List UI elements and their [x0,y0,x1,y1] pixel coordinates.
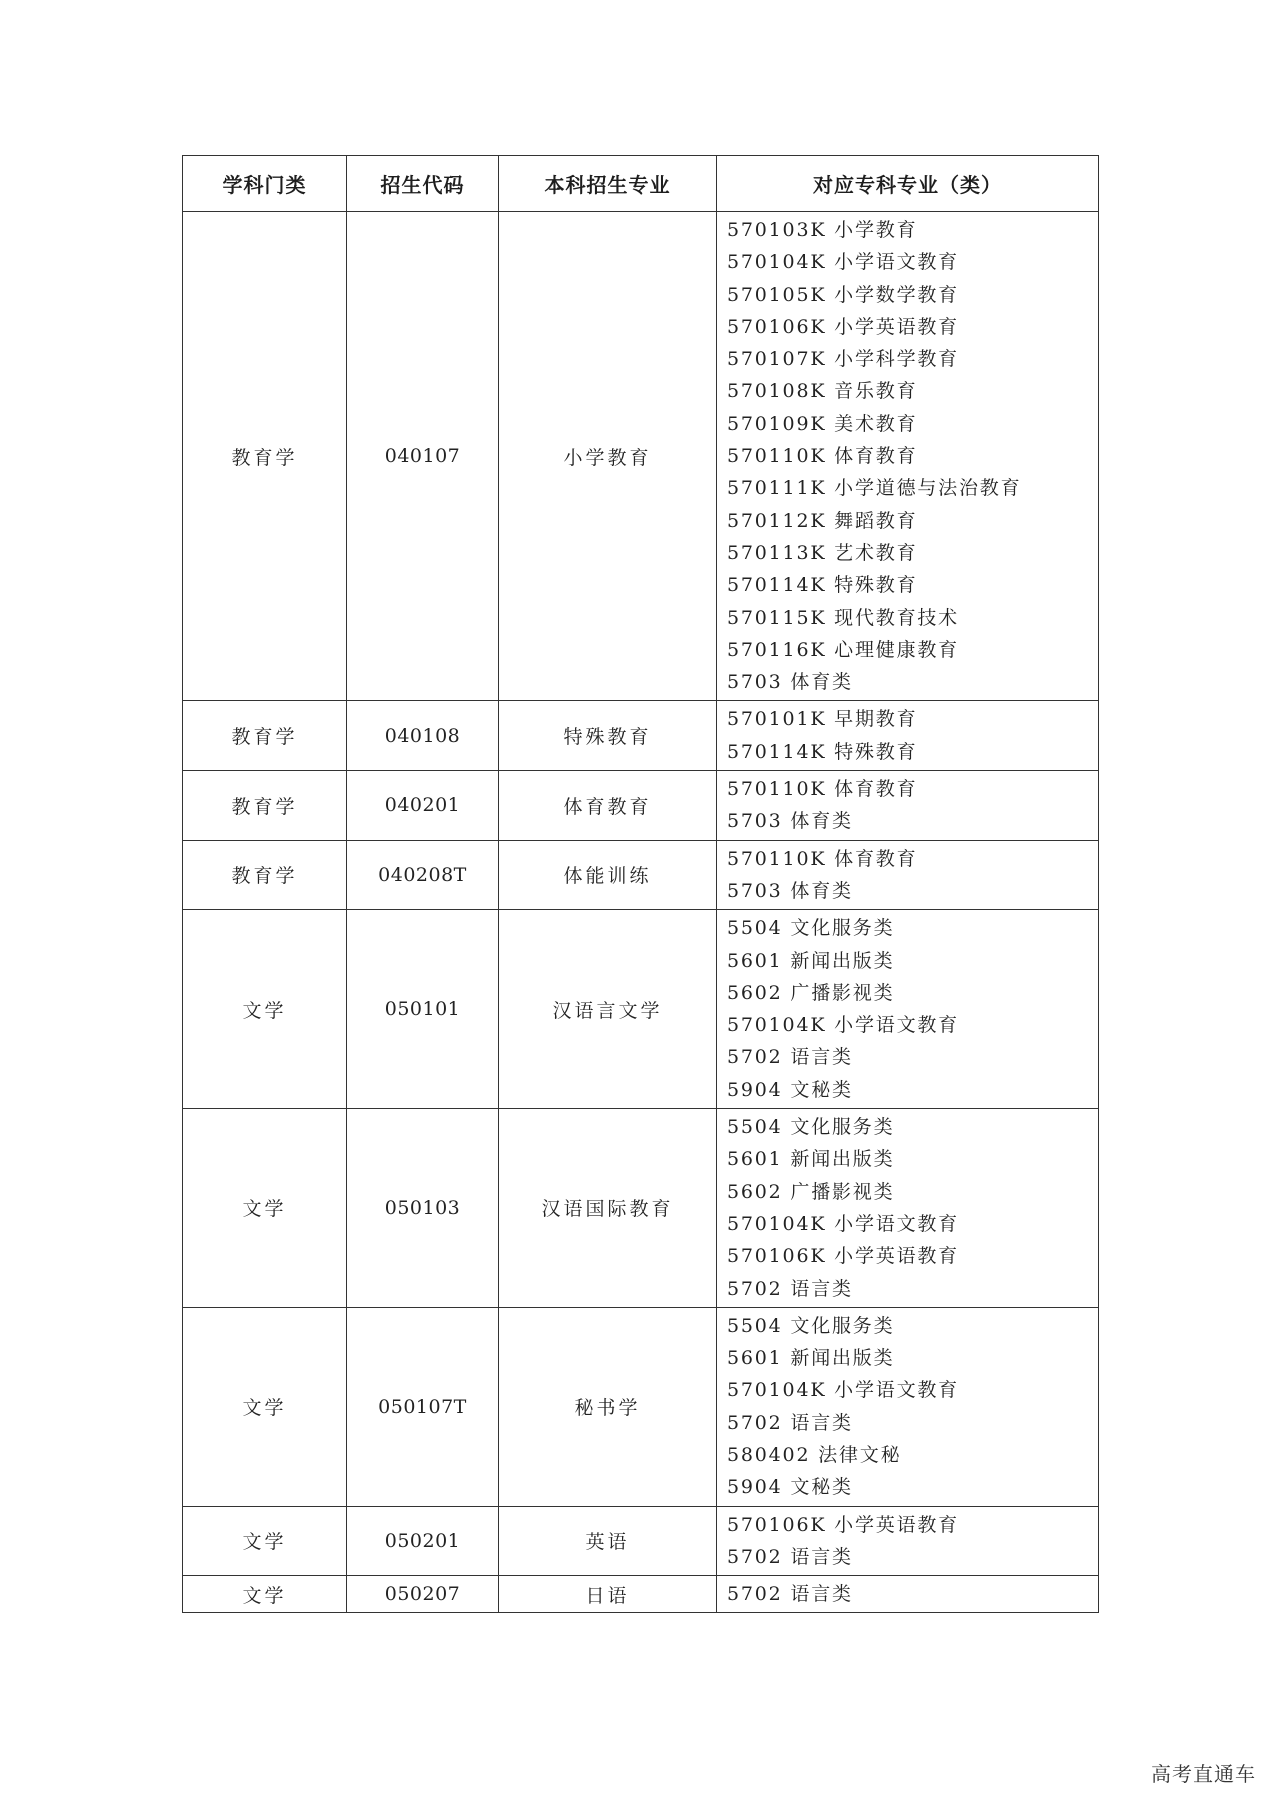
category-cell: 文学 [183,910,347,1109]
code-cell: 040107 [347,212,499,701]
specialty-item: 5702 语言类 [727,1277,853,1300]
code-cell: 050201 [347,1506,499,1576]
category-cell: 教育学 [183,701,347,771]
specialties-cell [717,840,1099,910]
table-row [183,1307,1099,1506]
major-cell: 特殊教育 [499,701,717,771]
table-row [183,1109,1099,1308]
table-row [183,212,1099,701]
major-cell: 英语 [499,1506,717,1576]
specialty-item: 5702 语言类 [727,1545,853,1568]
major-cell: 汉语言文学 [499,910,717,1109]
specialty-item: 5703 体育类 [727,810,853,833]
category-cell: 教育学 [183,840,347,910]
specialty-item: 5904 文秘类 [727,1078,853,1101]
specialty-item: 5702 语言类 [727,1411,853,1434]
category-cell: 文学 [183,1506,347,1576]
category-cell: 文学 [183,1109,347,1308]
specialty-item: 5702 语言类 [727,1583,853,1606]
specialty-item: 570109K 美术教育 [727,412,918,435]
major-cell: 日语 [499,1576,717,1613]
specialty-item: 5703 体育类 [727,879,853,902]
specialty-item: 570101K 早期教育 [727,708,918,731]
specialty-item: 5702 语言类 [727,1046,853,1069]
specialties-cell [717,1109,1099,1308]
code-cell: 040108 [347,701,499,771]
specialties-cell [717,910,1099,1109]
specialties-cell [717,1576,1099,1613]
table-row [183,840,1099,910]
specialty-item: 570103K 小学教育 [727,219,918,241]
table-row [183,1576,1099,1613]
code-cell: 040208T [347,840,499,910]
specialty-item: 5504 文化服务类 [727,917,895,940]
specialty-item: 570112K 舞蹈教育 [727,509,918,532]
specialty-item: 570111K 小学道德与法治教育 [727,477,1022,500]
specialty-item: 5602 广播影视类 [727,1180,895,1203]
specialty-item: 570106K 小学英语教育 [727,315,959,338]
specialties-cell [717,1307,1099,1506]
major-mapping-table [182,155,1099,1613]
category-cell: 文学 [183,1307,347,1506]
category-cell: 教育学 [183,771,347,841]
category-cell: 教育学 [183,212,347,701]
specialty-item: 570108K 音乐教育 [727,380,918,403]
specialty-item: 570110K 体育教育 [727,445,918,468]
specialty-item: 5601 新闻出版类 [727,1148,895,1171]
specialty-item: 570104K 小学语文教育 [727,251,959,274]
specialties-cell [717,701,1099,771]
specialty-item: 5504 文化服务类 [727,1116,895,1139]
header-category: 学科门类 [183,156,347,212]
header-code: 招生代码 [347,156,499,212]
major-cell: 体育教育 [499,771,717,841]
specialty-item: 570110K 体育教育 [727,847,918,870]
specialties-cell [717,771,1099,841]
table-row [183,1506,1099,1576]
specialty-item: 570110K 体育教育 [727,778,918,801]
specialty-item: 570114K 特殊教育 [727,574,918,597]
specialty-item: 570114K 特殊教育 [727,740,918,763]
code-cell: 050107T [347,1307,499,1506]
table-body [183,212,1099,1613]
table-header [183,156,1099,212]
specialty-item: 570115K 现代教育技术 [727,606,959,629]
specialty-item: 570107K 小学科学教育 [727,348,959,371]
specialty-item: 570104K 小学语文教育 [727,1212,959,1235]
code-cell: 040201 [347,771,499,841]
specialty-item: 580402 法律文秘 [727,1443,902,1466]
header-major: 本科招生专业 [499,156,717,212]
watermark-text: 高考直通车 [1151,1762,1256,1786]
specialty-item: 5601 新闻出版类 [727,1347,895,1370]
major-cell: 秘书学 [499,1307,717,1506]
specialty-item: 570105K 小学数学教育 [727,283,959,306]
code-cell: 050207 [347,1576,499,1613]
specialty-item: 570113K 艺术教育 [727,541,918,564]
table-row [183,771,1099,841]
specialties-cell [717,212,1099,701]
specialty-item: 5504 文化服务类 [727,1314,895,1337]
specialty-item: 5904 文秘类 [727,1476,853,1499]
major-cell: 汉语国际教育 [499,1109,717,1308]
specialty-item: 570104K 小学语文教育 [727,1014,959,1037]
table-row [183,701,1099,771]
specialty-item: 5602 广播影视类 [727,981,895,1004]
code-cell: 050101 [347,910,499,1109]
specialties-cell [717,1506,1099,1576]
major-cell: 体能训练 [499,840,717,910]
header-row [183,156,1099,212]
specialty-item: 570106K 小学英语教育 [727,1245,959,1268]
specialty-item: 5703 体育类 [727,671,853,694]
major-cell: 小学教育 [499,212,717,701]
category-cell: 文学 [183,1576,347,1613]
specialty-item: 570106K 小学英语教育 [727,1513,959,1536]
table-row [183,910,1099,1109]
header-specialties: 对应专科专业（类） [717,156,1099,212]
specialty-item: 5601 新闻出版类 [727,949,895,972]
specialty-item: 570116K 心理健康教育 [727,638,959,661]
code-cell: 050103 [347,1109,499,1308]
specialty-item: 570104K 小学语文教育 [727,1379,959,1402]
